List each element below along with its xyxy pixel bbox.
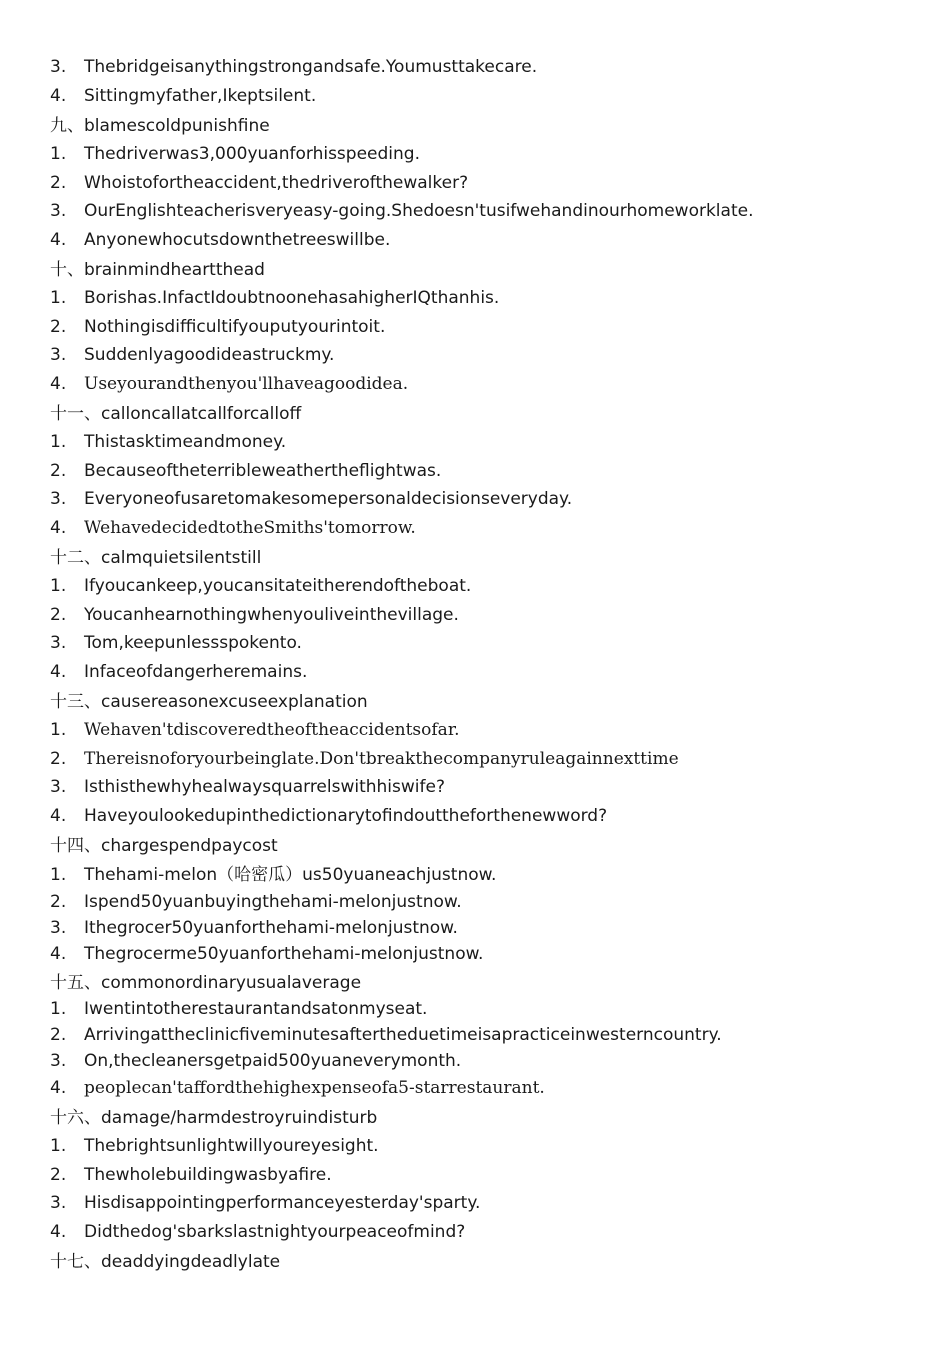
item-text: Tom,keepunlessspokento.: [84, 633, 302, 653]
item-number: 1.: [50, 288, 67, 308]
list-item: [50, 661, 910, 683]
item-number: 3.: [50, 201, 67, 221]
list-item: [50, 1050, 910, 1072]
list-item: [50, 719, 910, 741]
item-number: 3.: [50, 777, 67, 797]
item-number: 1.: [50, 1136, 67, 1156]
item-text: Thereisnoforyourbeinglate.Don'tbreakthecompanyruleagainnexttime: [84, 749, 679, 769]
item-number: 1.: [50, 432, 67, 452]
item-number: 2.: [50, 173, 67, 193]
item-text: WehavedecidedtotheSmiths'tomorrow.: [84, 518, 416, 538]
item-text: Anyonewhocutsdownthetreeswillbe.: [84, 230, 391, 250]
item-number: 1.: [50, 865, 67, 885]
item-number: 3.: [50, 489, 67, 509]
list-item: [50, 604, 910, 626]
item-text: Thebridgeisanythingstrongandsafe.Youmusttakecare.: [84, 57, 538, 77]
section-heading: 十四、chargespendpaycost: [50, 836, 278, 856]
item-text: Haveyoulookedupinthedictionarytofindouttheforthenewword?: [84, 806, 608, 826]
item-text: Infaceofdangerheremains.: [84, 662, 308, 682]
item-text: Whoistofortheaccident,thedriverofthewalker?: [84, 173, 469, 193]
item-number: 1.: [50, 999, 67, 1019]
item-text: peoplecan'taffordthehighexpenseofa5-starrestaurant.: [84, 1078, 545, 1098]
item-number: 4.: [50, 518, 67, 538]
list-item: [50, 431, 910, 453]
item-number: 2.: [50, 317, 67, 337]
item-number: 4.: [50, 662, 67, 682]
section-heading: 十六、damage/harmdestroyruindisturb: [50, 1108, 378, 1128]
list-item: [50, 229, 910, 251]
section-heading: 十三、causereasonexcuseexplanation: [50, 692, 368, 712]
item-text: Nothingisdifficultifyouputyourintoit.: [84, 317, 386, 337]
item-number: 4.: [50, 1078, 67, 1098]
item-number: 4.: [50, 374, 67, 394]
list-item: [50, 776, 910, 798]
section-heading: 十二、calmquietsilentstill: [50, 548, 262, 568]
list-item: [50, 1221, 910, 1243]
item-number: 2.: [50, 461, 67, 481]
item-number: 4.: [50, 806, 67, 826]
item-text: Suddenlyagoodideastruckmy.: [84, 345, 335, 365]
item-text: Arrivingattheclinicfiveminutesaftertheduetimeisapracticeinwesterncountry.: [84, 1025, 722, 1045]
item-text: Youcanhearnothingwhenyouliveinthevillage.: [84, 605, 459, 625]
list-item: [50, 998, 910, 1020]
item-text: Useyourandthenyou'llhaveagoodidea.: [84, 374, 409, 394]
item-text: On,thecleanersgetpaid500yuaneverymonth.: [84, 1051, 462, 1071]
item-number: 4.: [50, 230, 67, 250]
item-number: 2.: [50, 605, 67, 625]
section-heading: 十、brainmindheartthead: [50, 260, 265, 280]
list-item: [50, 287, 910, 309]
item-number: 2.: [50, 749, 67, 769]
item-text: Didthedog'sbarkslastnightyourpeaceofmind?: [84, 1222, 466, 1242]
item-number: 4.: [50, 86, 67, 106]
list-item: [50, 1024, 910, 1046]
list-item: [50, 1077, 910, 1099]
item-number: 3.: [50, 1193, 67, 1213]
item-text: Borishas.InfactIdoubtnoonehasahigherIQthanhis.: [84, 288, 500, 308]
section-heading: 九、blamescoldpunishfine: [50, 116, 270, 136]
item-text: Ifyoucankeep,youcansitateitherendoftheboat.: [84, 576, 472, 596]
item-number: 1.: [50, 576, 67, 596]
list-item: [50, 864, 910, 886]
list-item: [50, 344, 910, 366]
item-text: Wehaven'tdiscoveredtheoftheaccidentsofar.: [84, 720, 460, 740]
list-item: [50, 488, 910, 510]
list-item: [50, 172, 910, 194]
item-text: Sittingmyfather,Ikeptsilent.: [84, 86, 317, 106]
item-number: 3.: [50, 345, 67, 365]
list-item: [50, 943, 910, 965]
list-item: [50, 200, 910, 222]
list-item: [50, 891, 910, 913]
item-number: 3.: [50, 633, 67, 653]
item-number: 2.: [50, 1025, 67, 1045]
item-text: OurEnglishteacherisveryeasy-going.Shedoesn'tusifwehandinourhomeworklate.: [84, 201, 754, 221]
item-text: Ispend50yuanbuyingthehami-melonjustnow.: [84, 892, 462, 912]
item-text: Thistasktimeandmoney.: [84, 432, 287, 452]
item-text: Hisdisappointingperformanceyesterday'sparty.: [84, 1193, 481, 1213]
list-item: [50, 575, 910, 597]
list-item: [50, 1164, 910, 1186]
list-item: [50, 373, 910, 395]
item-number: 3.: [50, 1051, 67, 1071]
section-heading: 十五、commonordinaryusualaverage: [50, 973, 362, 993]
list-item: [50, 85, 910, 107]
item-number: 4.: [50, 944, 67, 964]
section-heading: 十一、calloncallatcallforcalloff: [50, 404, 302, 424]
list-item: [50, 460, 910, 482]
list-item: [50, 1192, 910, 1214]
list-item: [50, 748, 910, 770]
list-item: [50, 517, 910, 539]
item-number: 3.: [50, 918, 67, 938]
item-text: Thehami-melon（哈密瓜）us50yuaneachjustnow.: [84, 865, 497, 885]
item-text: Thedriverwas3,000yuanforhisspeeding.: [84, 144, 420, 164]
item-number: 2.: [50, 892, 67, 912]
item-number: 2.: [50, 1165, 67, 1185]
list-item: [50, 316, 910, 338]
list-item: [50, 1135, 910, 1157]
item-number: 1.: [50, 144, 67, 164]
item-text: Iwentintotherestaurantandsatonmyseat.: [84, 999, 428, 1019]
item-text: Becauseoftheterribleweathertheflightwas.: [84, 461, 442, 481]
list-item: [50, 917, 910, 939]
item-number: 3.: [50, 57, 67, 77]
item-text: Thewholebuildingwasbyafire.: [84, 1165, 332, 1185]
section-heading: 十七、deaddyingdeadlylate: [50, 1252, 281, 1272]
item-text: Everyoneofusaretomakesomepersonaldecisionseveryday.: [84, 489, 573, 509]
item-text: Ithegrocer50yuanforthehami-melonjustnow.: [84, 918, 458, 938]
list-item: [50, 56, 910, 78]
list-item: [50, 632, 910, 654]
item-number: 1.: [50, 720, 67, 740]
item-number: 4.: [50, 1222, 67, 1242]
item-text: Thegrocerme50yuanforthehami-melonjustnow.: [84, 944, 484, 964]
item-text: Isthisthewhyhealwaysquarrelswithhiswife?: [84, 777, 445, 797]
item-text: Thebrightsunlightwillyoureyesight.: [84, 1136, 379, 1156]
list-item: [50, 143, 910, 165]
list-item: [50, 805, 910, 827]
